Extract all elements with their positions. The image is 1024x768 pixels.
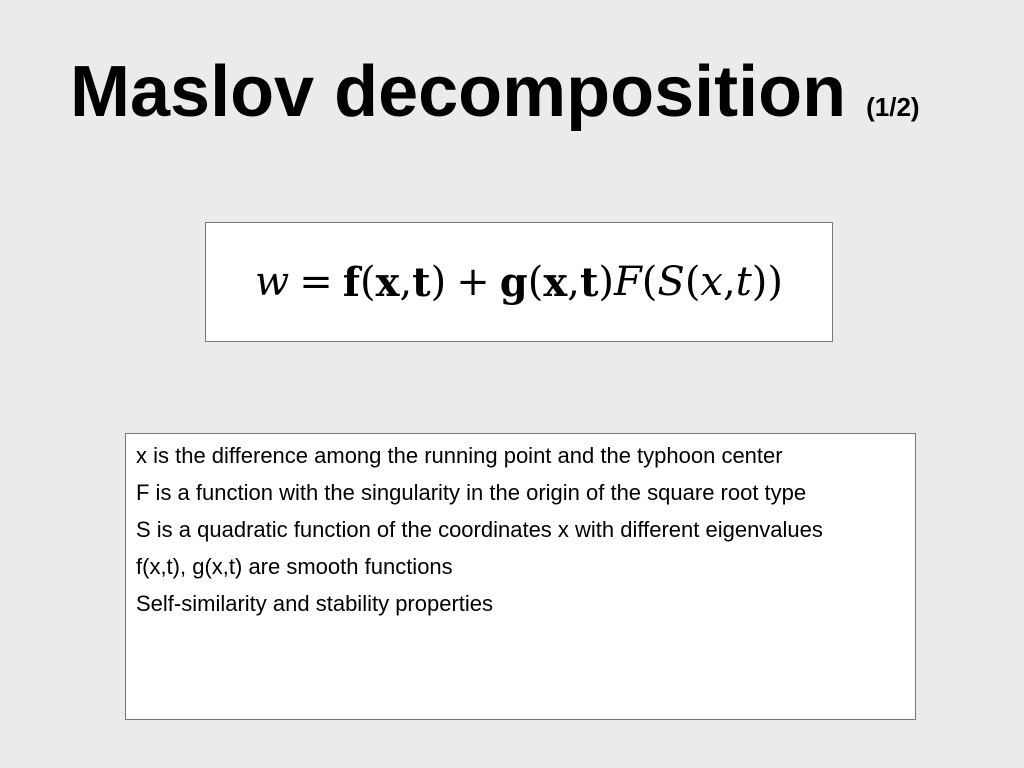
note-item: x is the difference among the running point and the typhoon center <box>136 443 783 468</box>
formula-plus: + <box>456 259 490 305</box>
note-item: F is a function with the singularity in the origin of the square root type <box>136 480 807 505</box>
formula-paren: ) <box>598 259 615 305</box>
formula-comma: , <box>399 259 413 305</box>
slide-part-indicator: (1/2) <box>866 92 920 122</box>
formula-box <box>205 222 833 342</box>
formula-paren: ) <box>430 259 447 305</box>
slide-title-text: Maslov decomposition <box>70 52 847 132</box>
note-item: Self-similarity and stability properties <box>136 591 494 616</box>
notes-box <box>125 433 916 720</box>
slide-title <box>70 52 920 132</box>
formula-paren: )) <box>751 259 783 305</box>
formula-comma: , <box>567 259 580 305</box>
formula-t-bold: t <box>579 258 599 306</box>
formula-t-italic: t <box>735 259 752 305</box>
formula-F: F <box>614 259 642 305</box>
formula-t-bold: t <box>412 258 431 306</box>
formula-x-bold: x <box>375 258 400 306</box>
formula-w: w <box>255 259 290 305</box>
formula-equals: = <box>299 259 333 305</box>
formula-paren: ( <box>527 259 544 305</box>
formula-g: g <box>499 258 528 306</box>
formula-comma: , <box>722 259 736 305</box>
formula-f: f <box>342 258 360 306</box>
formula-x-bold: x <box>543 258 568 306</box>
formula-paren: ( <box>641 259 658 305</box>
note-item: f(x,t), g(x,t) are smooth functions <box>136 554 453 579</box>
note-item: S is a quadratic function of the coordinates x with different eigenvalues <box>136 517 823 542</box>
formula-paren: ( <box>359 259 376 305</box>
formula-paren: ( <box>684 259 701 305</box>
formula-x-italic: x <box>700 259 723 305</box>
formula-S: S <box>657 259 685 305</box>
